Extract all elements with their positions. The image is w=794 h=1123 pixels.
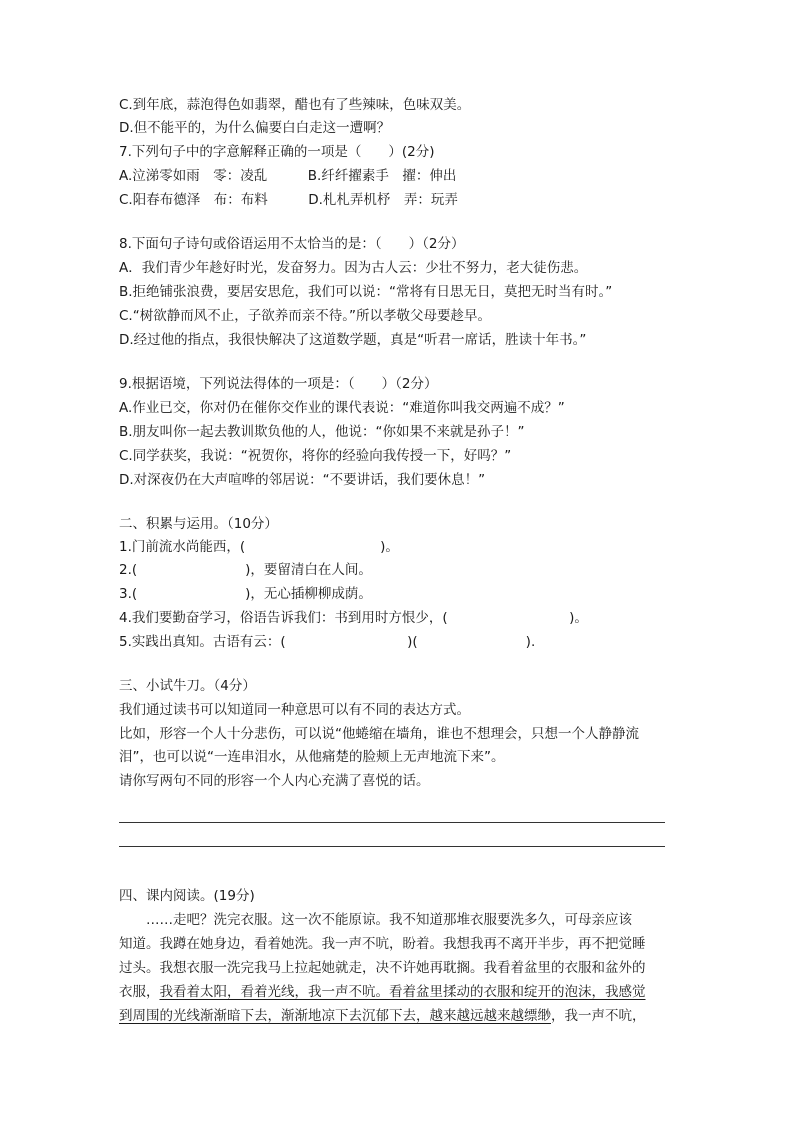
q9-option-d: D.对深夜仍在大声喧哗的邻居说：“不要讲话，我们要休息！” bbox=[119, 472, 486, 488]
q8-option-b: B.拒绝铺张浪费，要居安思危，我们可以说：“常将有日思无日，莫把无时当有时。” bbox=[119, 284, 613, 300]
q9-option-c: C.同学获奖，我说：“祝贺你，将你的经验向我传授一下，好吗？” bbox=[119, 448, 512, 464]
passage-line-4 bbox=[119, 982, 646, 1002]
fill-blank-4: 4.我们要勤奋学习，俗语告诉我们：书到用时方恨少，( )。 bbox=[119, 610, 588, 626]
answer-line-2[interactable] bbox=[119, 846, 665, 847]
answer-line-1[interactable] bbox=[119, 822, 665, 823]
passage-underlined-sentence: 我看着太阳，看着光线，我一声不吭。看着盆里揉动的衣服和绽开的泡沫，我感觉 bbox=[159, 984, 646, 1000]
section-3-heading: 三、小试牛刀。（4分） bbox=[119, 678, 256, 694]
section-3-prompt: 请你写两句不同的形容一个人内心充满了喜悦的话。 bbox=[119, 773, 430, 789]
section-2-heading: 二、积累与运用。（10分） bbox=[119, 516, 278, 532]
q7-options-cd: C.阳春布德泽 布：布料 D.札札弄机杼 弄：玩弄 bbox=[119, 192, 458, 208]
question-8: 8.下面句子诗句或俗语运用不太恰当的是：（ ）（2分） bbox=[119, 236, 465, 252]
q8-option-c: C.“树欲静而风不止，子欲养而亲不待。”所以孝敬父母要趁早。 bbox=[119, 308, 491, 324]
passage-line-4-plain: 衣服， bbox=[119, 984, 160, 1000]
question-7: 7.下列句子中的字意解释正确的一项是（ ）(2分) bbox=[119, 144, 435, 160]
q9-option-b: B.朋友叫你一起去教训欺负他的人，他说：“你如果不来就是孙子！” bbox=[119, 424, 525, 440]
passage-line-5-plain: ，我一声不吭， bbox=[551, 1008, 646, 1024]
fill-blank-1: 1.门前流水尚能西，( )。 bbox=[119, 539, 399, 555]
fill-blank-2: 2.( )，要留清白在人间。 bbox=[119, 562, 372, 578]
q8-option-d: D.经过他的指点，我很快解决了这道数学题，真是“听君一席话，胜读十年书。” bbox=[119, 332, 587, 348]
passage-line-2: 知道。我蹲在她身边，看着她洗。我一声不吭，盼着。我想我再不离开半步，再不把觉睡 bbox=[119, 936, 646, 952]
question-9: 9.根据语境，下列说法得体的一项是：（ ）（2分） bbox=[119, 376, 438, 392]
passage-line-5 bbox=[119, 1006, 646, 1026]
q6-option-d: D.但不能平的，为什么偏要白白走这一遭啊？ bbox=[119, 120, 391, 136]
fill-blank-3: 3.( )，无心插柳柳成荫。 bbox=[119, 586, 372, 602]
passage-underlined-continuation: 到周围的光线渐渐暗下去，渐渐地凉下去沉郁下去，越来越远越来越缥缈 bbox=[119, 1008, 551, 1024]
section-3-example-2: 泪”，也可以说“一连串泪水，从他痛楚的脸颊上无声地流下来”。 bbox=[119, 749, 505, 765]
q9-option-a: A.作业已交，你对仍在催你交作业的课代表说：“难道你叫我交两遍不成？” bbox=[119, 400, 565, 416]
section-3-intro: 我们通过读书可以知道同一种意思可以有不同的表达方式。 bbox=[119, 702, 470, 718]
passage-line-3: 过头。我想衣服一洗完我马上拉起她就走，决不许她再耽搁。我看着盆里的衣服和盆外的 bbox=[119, 960, 646, 976]
passage-line-1: ……走吧？洗完衣服。这一次不能原谅。我不知道那堆衣服要洗多久，可母亲应该 bbox=[119, 912, 632, 928]
fill-blank-5: 5.实践出真知。古语有云：( )( ). bbox=[119, 634, 536, 650]
section-3-example-1: 比如，形容一个人十分悲伤，可以说“他蜷缩在墙角，谁也不想理会，只想一个人静静流 bbox=[119, 726, 639, 742]
q8-option-a: A．我们青少年趁好时光，发奋努力。因为古人云：少壮不努力，老大徒伤悲。 bbox=[119, 260, 588, 276]
q6-option-c: C.到年底，蒜泡得色如翡翠，醋也有了些辣味，色味双美。 bbox=[119, 97, 471, 113]
q7-options-ab: A.泣涕零如雨 零：凌乱 B.纤纤擢素手 擢：伸出 bbox=[119, 168, 457, 184]
section-4-heading: 四、课内阅读。(19分) bbox=[119, 888, 255, 904]
